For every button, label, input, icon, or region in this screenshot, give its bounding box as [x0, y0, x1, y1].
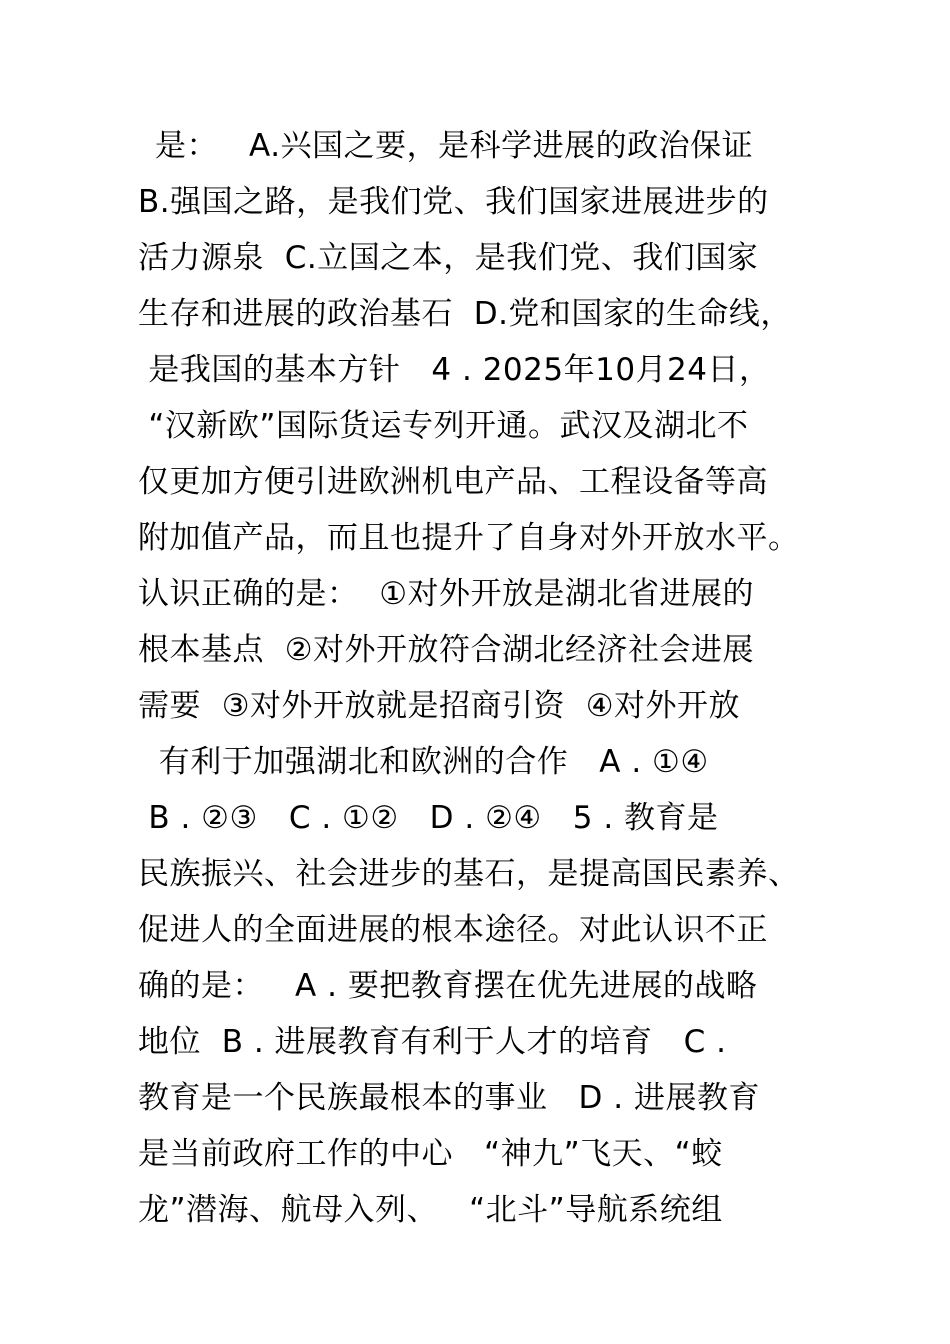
text-line-7: 仅更加方便引进欧洲机电产品、工程设备等高	[138, 464, 768, 500]
text-line-8: 附加值产品，而且也提升了自身对外开放水平。	[138, 520, 800, 556]
text-line-13: B . ②③ C . ①② D . ②④ 5 . 教育是	[138, 800, 719, 836]
text-line-17: 地位 B . 进展教育有利于人才的培育 C .	[138, 1024, 727, 1060]
text-line-19: 是当前政府工作的中心 “神九”飞天、“蛟	[138, 1136, 723, 1172]
text-line-18: 教育是一个民族最根本的事业 D . 进展教育	[138, 1080, 760, 1116]
text-line-16: 确的是： A . 要把教育摆在优先进展的战略	[138, 968, 758, 1004]
text-line-11: 需要 ③对外开放就是招商引资 ④对外开放	[138, 688, 740, 724]
text-line-3: 活力源泉 C.立国之本，是我们党、我们国家	[138, 240, 759, 276]
text-line-1: 是： A.兴国之要，是科学进展的政治保证	[155, 128, 754, 164]
text-line-6: “汉新欧”国际货运专列开通。武汉及湖北不	[138, 408, 749, 444]
text-line-9: 认识正确的是： ①对外开放是湖北省进展的	[138, 576, 754, 612]
text-line-14: 民族振兴、社会进步的基石，是提高国民素养、	[138, 856, 800, 892]
text-line-12: 有利于加强湖北和欧洲的合作 A . ①④	[138, 744, 709, 780]
text-line-20: 龙”潜海、航母入列、 “北斗”导航系统组	[138, 1192, 723, 1228]
text-line-15: 促进人的全面进展的根本途径。对此认识不正	[138, 912, 768, 948]
text-line-5: 是我国的基本方针 4 . 2025年10月24日，	[138, 352, 771, 388]
text-line-4: 生存和进展的政治基石 D.党和国家的生命线，	[138, 296, 792, 332]
text-line-2: B.强国之路，是我们党、我们国家进展进步的	[138, 184, 769, 220]
text-line-10: 根本基点 ②对外开放符合湖北经济社会进展	[138, 632, 754, 668]
